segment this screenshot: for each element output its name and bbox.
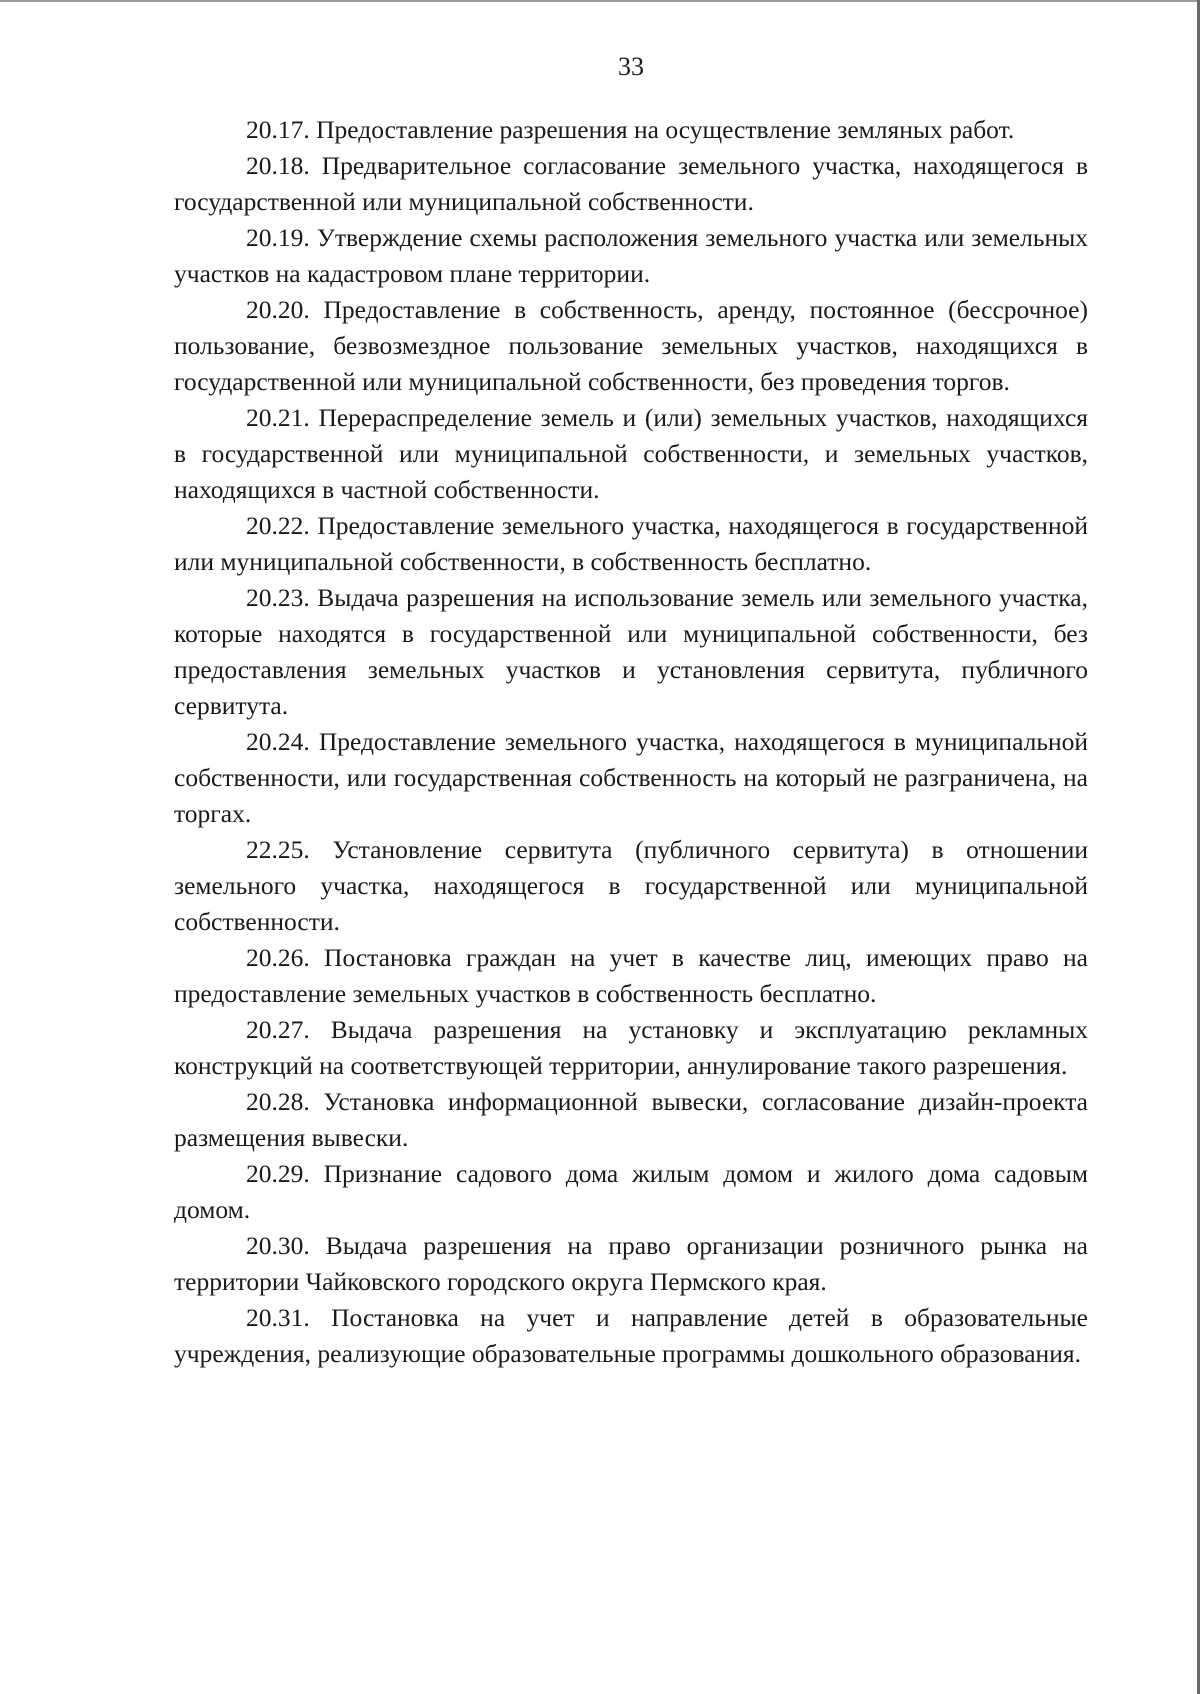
list-item-20-18 <box>174 148 1088 220</box>
list-item-20-19 <box>174 220 1088 292</box>
item-text: Установление сервитута (публичного сервитута) в отношении земельного участка, находящегося в государственной или муниципальной собственности. <box>174 835 1088 936</box>
scan-edge-top <box>0 0 1200 2</box>
item-number: 20.30. <box>246 1231 310 1260</box>
item-number: 20.19. <box>246 223 310 252</box>
item-text: Предоставление земельного участка, находящегося в государственной или муниципальной собственности, в собственность бесплатно. <box>174 511 1088 576</box>
item-number: 20.31. <box>246 1303 310 1332</box>
item-number: 20.17. <box>246 115 310 144</box>
item-text: Предварительное согласование земельного участка, находящегося в государственной или муниципальной собственности. <box>174 151 1089 216</box>
item-number: 20.26. <box>246 943 310 972</box>
list-item-20-24 <box>174 724 1088 832</box>
item-text: Постановка на учет и направление детей в образовательные учреждения, реализующие образовательные программы дошкольного образования. <box>174 1303 1089 1368</box>
list-item-20-20 <box>174 292 1088 400</box>
item-number: 20.18. <box>246 151 310 180</box>
item-number: 20.22. <box>246 511 310 540</box>
item-text: Выдача разрешения на право организации розничного рынка на территории Чайковского городского округа Пермского края. <box>174 1231 1088 1296</box>
item-number: 22.25. <box>246 835 310 864</box>
item-text: Признание садового дома жилым домом и жилого дома садовым домом. <box>174 1159 1089 1224</box>
item-text: Выдача разрешения на использование земель или земельного участка, которые находятся в государственной или муниципальной собственности, без предоставления земельных участков и установления сервитута, публичного сервитута. <box>174 583 1088 720</box>
list-item-20-29 <box>174 1156 1088 1228</box>
item-text: Предоставление в собственность, аренду, постоянное (бессрочное) пользование, безвозмездное пользование земельных участков, находящихся в государственной или муниципальной собственности, без проведения торгов. <box>174 295 1088 396</box>
list-item-20-21 <box>174 400 1088 508</box>
document-body <box>174 112 1088 1372</box>
list-item-20-22 <box>174 508 1088 580</box>
item-text: Постановка граждан на учет в качестве лиц, имеющих право на предоставление земельных участков в собственность бесплатно. <box>174 943 1089 1008</box>
item-text: Выдача разрешения на установку и эксплуатацию рекламных конструкций на соответствующей территории, аннулирование такого разрешения. <box>174 1015 1088 1080</box>
list-item-20-17 <box>174 112 1088 148</box>
item-text: Установка информационной вывески, согласование дизайн-проекта размещения вывески. <box>174 1087 1089 1152</box>
item-text: Предоставление разрешения на осуществление земляных работ. <box>316 115 1015 144</box>
item-number: 20.28. <box>246 1087 310 1116</box>
item-text: Предоставление земельного участка, находящегося в муниципальной собственности, или государственная собственность на который не разграничена, на торгах. <box>174 727 1089 828</box>
item-number: 20.21. <box>246 403 310 432</box>
page-number: 33 <box>618 52 644 81</box>
list-item-20-30 <box>174 1228 1088 1300</box>
list-item-20-28 <box>174 1084 1088 1156</box>
item-number: 20.27. <box>246 1015 310 1044</box>
list-item-20-23 <box>174 580 1088 724</box>
item-number: 20.29. <box>246 1159 310 1188</box>
list-item-22-25 <box>174 832 1088 940</box>
item-number: 20.24. <box>246 727 310 756</box>
list-item-20-31 <box>174 1300 1088 1372</box>
item-number: 20.23. <box>246 583 310 612</box>
item-number: 20.20. <box>246 295 310 324</box>
item-text: Перераспределение земель и (или) земельных участков, находящихся в государственной или муниципальной собственности, и земельных участков, находящихся в частной собственности. <box>174 403 1089 504</box>
item-text: Утверждение схемы расположения земельного участка или земельных участков на кадастровом плане территории. <box>174 223 1089 288</box>
list-item-20-27 <box>174 1012 1088 1084</box>
list-item-20-26 <box>174 940 1088 1012</box>
